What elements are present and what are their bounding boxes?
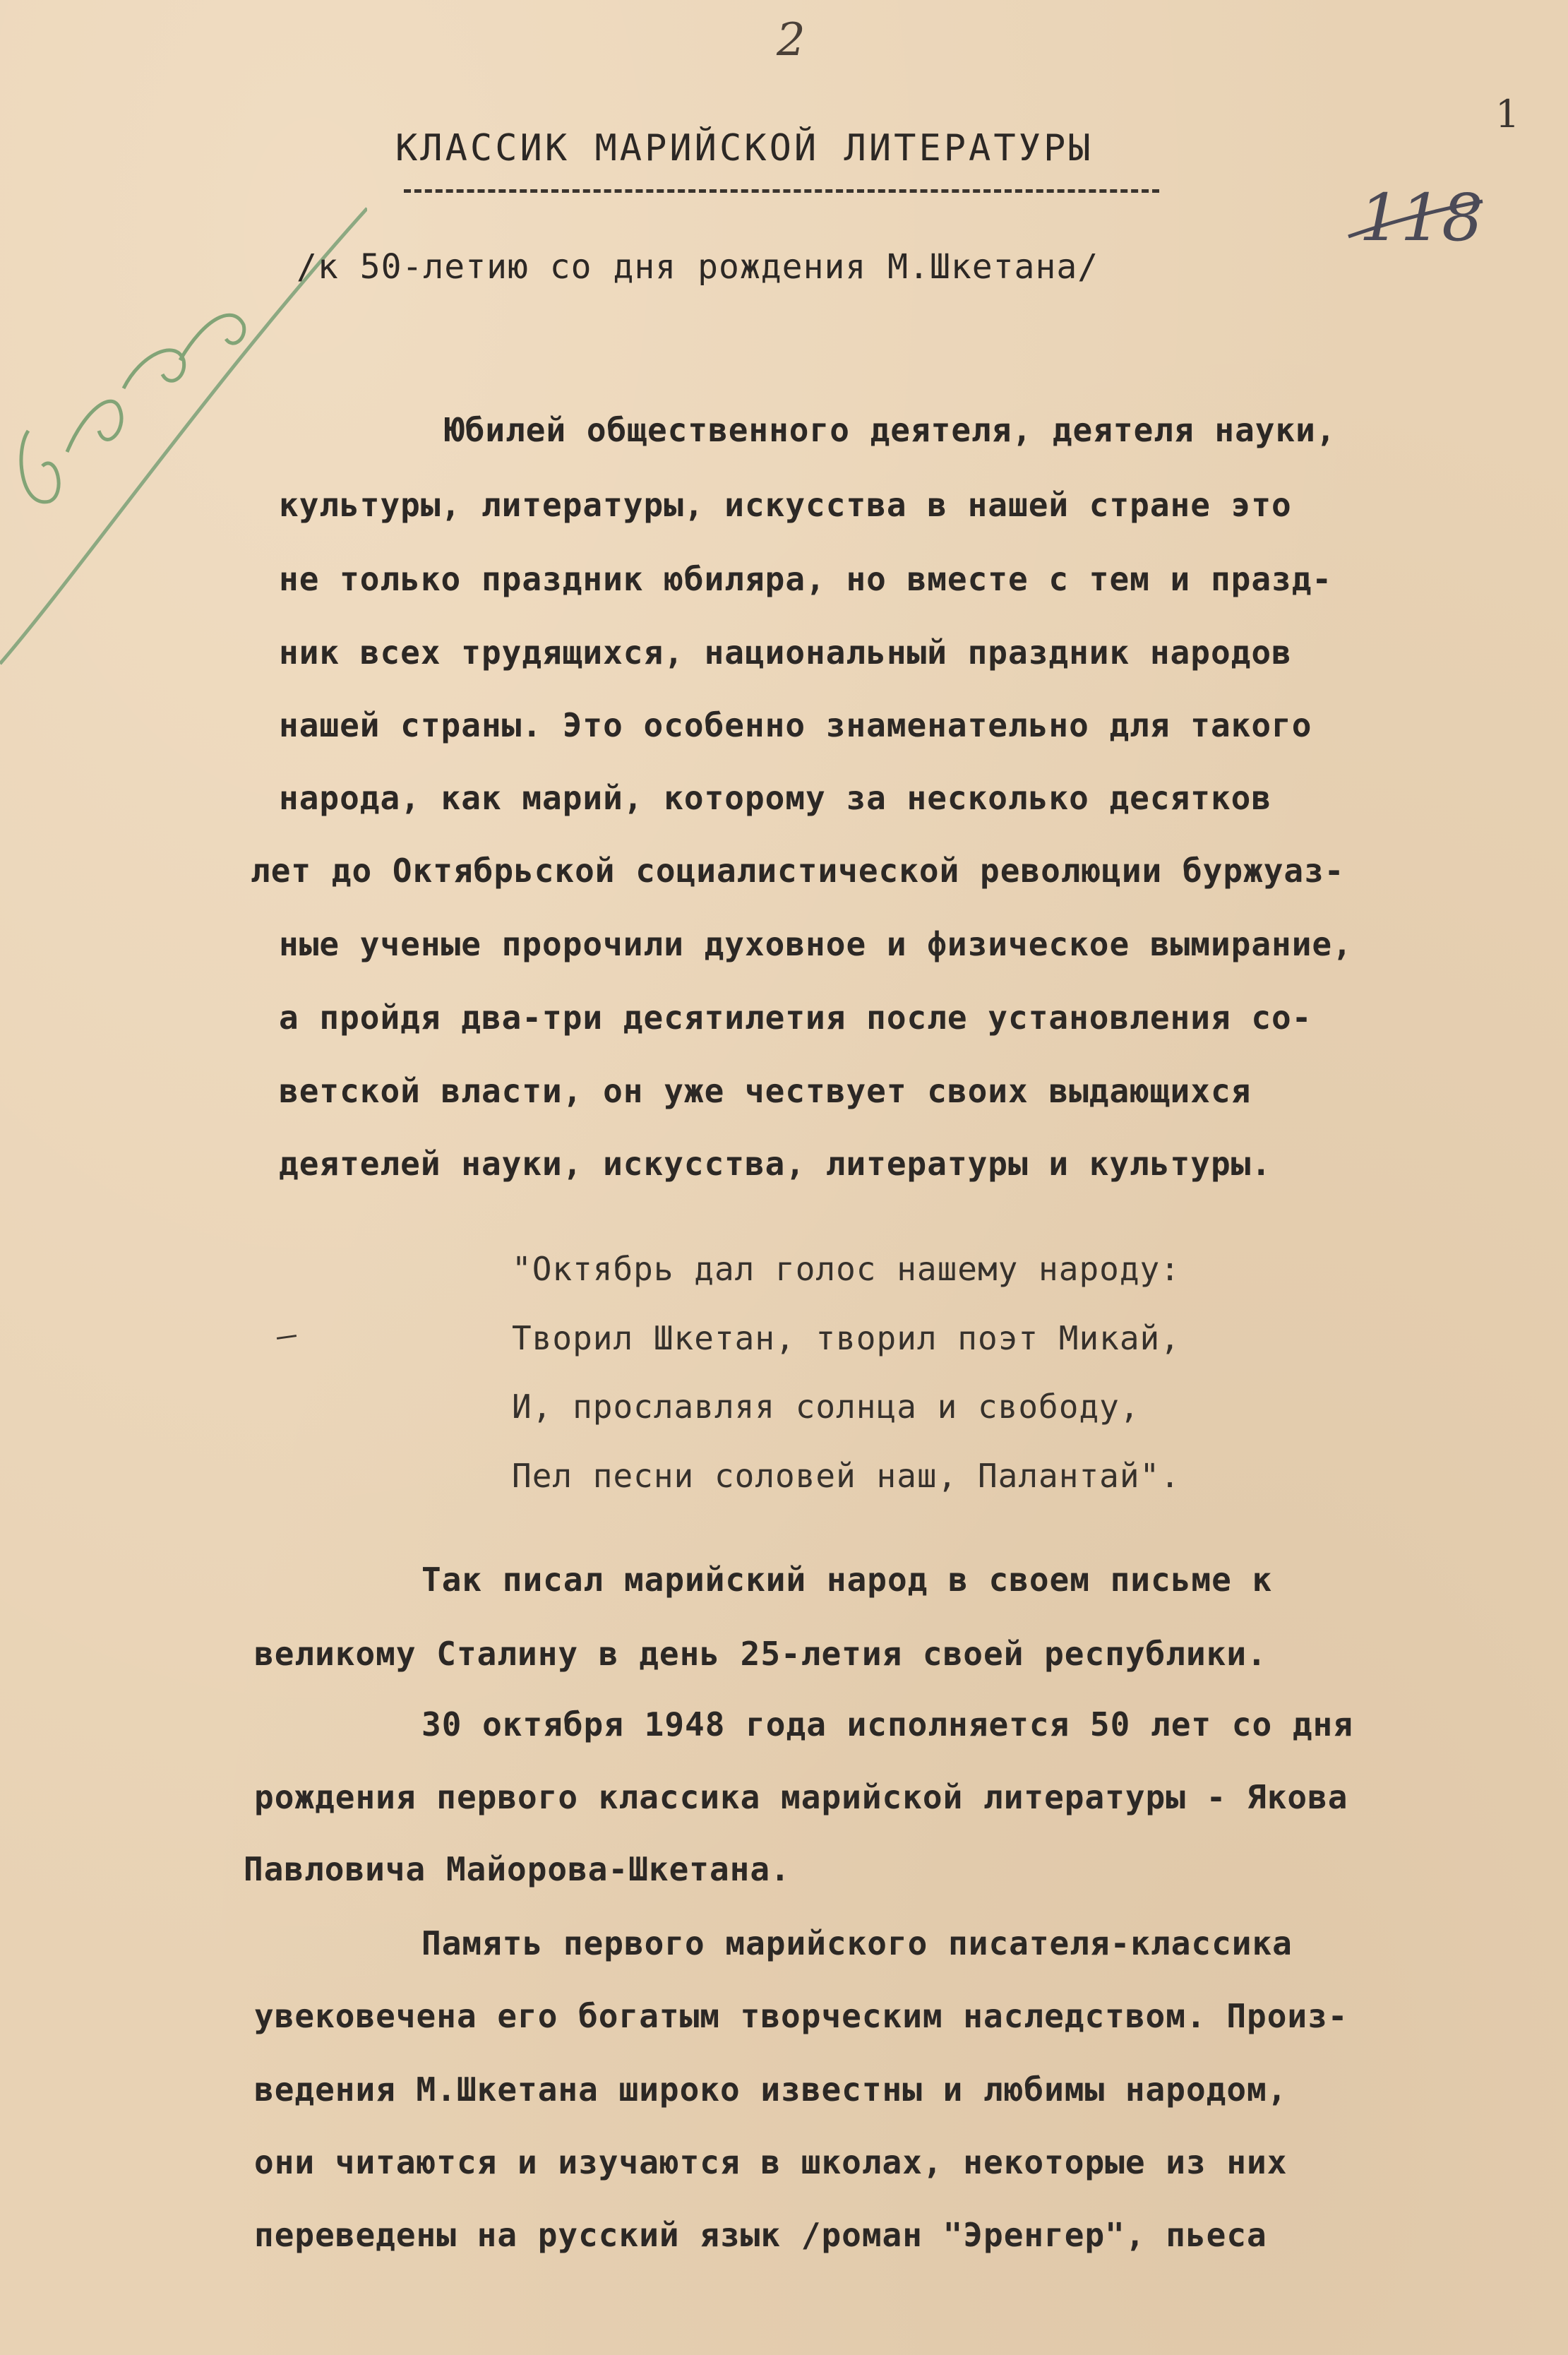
text-line: народа, как марий, которому за несколько десятков — [279, 779, 1272, 817]
margin-tick — [277, 1335, 297, 1340]
archive-number-text: 118 — [1359, 180, 1483, 256]
text-line: переведены на русский язык /роман "Эренгер", пьеса — [254, 2216, 1267, 2254]
poem-line: Творил Шкетан, творил поэт Микай, — [512, 1319, 1180, 1357]
text-line: а пройдя два-три десятилетия после установления со- — [279, 998, 1312, 1037]
page-number: 2 — [777, 14, 806, 66]
text-line: они читаются и изучаются в школах, некоторые из них — [254, 2143, 1288, 2181]
text-line: 30 октября 1948 года исполняется 50 лет со дня — [421, 1705, 1353, 1743]
green-pencil-scribble — [21, 315, 244, 502]
poem-line: И, прославляя солнца и свободу, — [512, 1388, 1140, 1426]
text-line: Юбилей общественного деятеля, деятеля науки, — [445, 411, 1336, 449]
text-line: увековечена его богатым творческим наследством. Произ- — [254, 1997, 1348, 2035]
text-line: Так писал марийский народ в своем письме к — [421, 1561, 1273, 1599]
text-line: культуры, литературы, искусства в нашей стране это — [279, 486, 1292, 524]
text-line: деятелей науки, искусства, литературы и культуры. — [279, 1145, 1272, 1183]
document-subtitle: /к 50-летию со дня рождения М.Шкетана/ — [297, 247, 1099, 287]
margin-mark: 1 — [1495, 92, 1521, 136]
text-line: великому Сталину в день 25-летия своей республики. — [254, 1635, 1267, 1673]
document-title: КЛАССИК МАРИЙСКОЙ ЛИТЕРАТУРЫ — [395, 127, 1094, 169]
title-underline — [404, 189, 1159, 193]
text-line: ветской власти, он уже чествует своих выдающихся — [279, 1072, 1252, 1110]
poem-line: "Октябрь дал голос нашему народу: — [512, 1250, 1180, 1288]
text-line: нашей страны. Это особенно знаменательно для такого — [279, 706, 1312, 744]
text-line: рождения первого классика марийской литературы - Якова — [254, 1778, 1348, 1816]
archive-number-mark — [1345, 180, 1486, 272]
text-line: Память первого марийского писателя-классика — [421, 1924, 1293, 1962]
text-line: ные ученые пророчили духовное и физическое вымирание, — [279, 925, 1353, 963]
text-line: не только праздник юбиляра, но вместе с тем и празд- — [279, 560, 1333, 598]
text-line: Павловича Майорова-Шкетана. — [244, 1850, 791, 1888]
text-line: ведения М.Шкетана широко известны и любимы народом, — [254, 2070, 1288, 2109]
poem-line: Пел песни соловей наш, Палантай". — [512, 1457, 1180, 1495]
text-line: ник всех трудящихся, национальный праздник народов — [279, 633, 1292, 672]
text-line: лет до Октябрьской социалистической революции буржуаз- — [251, 852, 1345, 890]
strike-through-icon — [1345, 180, 1486, 272]
